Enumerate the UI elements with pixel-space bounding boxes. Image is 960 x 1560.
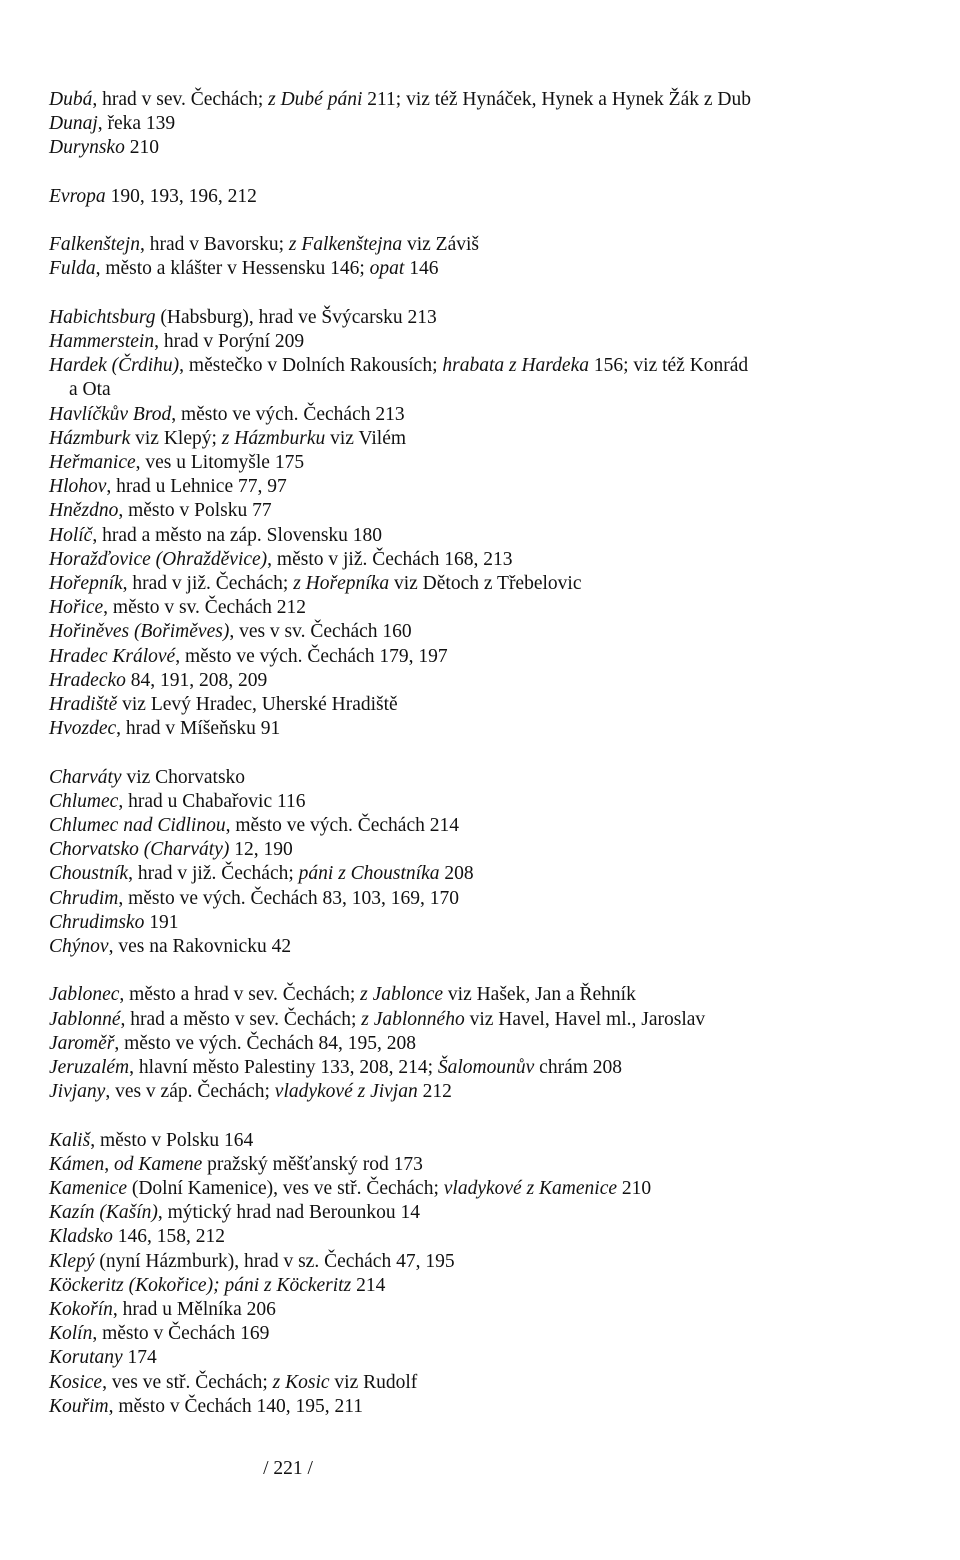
index-entry	[49, 620, 944, 644]
entry-text: a Ota	[69, 379, 111, 401]
entry-italic-text: Šalomounův	[437, 1057, 535, 1079]
entry-text: , město v Polsku 77	[118, 500, 272, 522]
index-entry	[49, 1395, 944, 1419]
index-entry	[49, 403, 944, 427]
entry-text: pražský měšťanský rod 173	[202, 1153, 423, 1175]
entry-italic-text: z Hořepníka	[293, 573, 390, 595]
entry-italic-text: Jeruzalém	[49, 1057, 130, 1079]
entry-text: 210	[124, 137, 159, 159]
index-entry	[49, 1177, 944, 1201]
entry-text: , město v Čechách 169	[92, 1323, 270, 1345]
entry-italic-text: Falkenštejn	[49, 234, 140, 256]
index-entry	[49, 499, 944, 523]
entry-italic-text: od Kamene	[114, 1153, 203, 1175]
entry-italic-text: hrabata z Hardeka	[442, 355, 589, 377]
entry-text: chrám 208	[534, 1057, 623, 1079]
entry-text: , město a hrad v sev. Čechách;	[119, 984, 361, 1006]
entry-text: viz Vilém	[325, 427, 407, 449]
entry-italic-text: Horažďovice (Ohražděvice)	[49, 548, 268, 570]
entry-text: , město ve vých. Čechách 214	[225, 815, 459, 837]
entry-italic-text: Holíč	[49, 524, 93, 546]
entry-text: , město v již. Čechách 168, 213	[267, 548, 513, 570]
entry-italic-text: Kouřim	[49, 1395, 109, 1417]
entry-italic-text: Chlumec	[49, 790, 119, 812]
entry-text: 208	[439, 863, 474, 885]
entry-text: 12, 190	[229, 839, 293, 861]
entry-italic-text: Hnězdno	[49, 500, 119, 522]
entry-text: , ves ve stř. Čechách;	[102, 1371, 273, 1393]
entry-italic-text: z Házmburku	[221, 427, 326, 449]
entry-italic-text: Fulda	[49, 258, 96, 280]
entry-text: 174	[122, 1347, 157, 1369]
index-entry	[49, 306, 944, 330]
entry-italic-text: Hořice	[49, 597, 104, 619]
entry-text: 211; viz též Hynáček, Hynek a Hynek Žák z Dub	[362, 89, 751, 110]
entry-text: 84, 191, 208, 209	[125, 669, 268, 691]
entry-text: , městečko v Dolních Rakousích;	[179, 355, 443, 377]
entry-italic-text: z Falkenštejna	[288, 234, 403, 256]
entry-text: , hrad v již. Čechách;	[122, 573, 294, 595]
entry-text: , řeka 139	[97, 113, 176, 135]
entry-text: , ves na Rakovnicku 42	[108, 936, 292, 958]
entry-text: viz Levý Hradec, Uherské Hradiště	[117, 694, 398, 716]
index-entry	[49, 136, 944, 160]
index-entry	[49, 330, 944, 354]
index-entry	[49, 1322, 944, 1346]
group-gap	[49, 209, 944, 233]
entry-italic-text: z Kosic	[272, 1371, 330, 1393]
index-entry	[49, 1129, 944, 1153]
index-entry	[49, 1080, 944, 1104]
index-entry	[49, 669, 944, 693]
entry-text: , město ve vých. Čechách 179, 197	[175, 645, 448, 667]
entry-italic-text: Jablonné	[49, 1008, 121, 1030]
entry-text: , mýtický hrad nad Berounkou 14	[157, 1202, 421, 1224]
index-entry	[49, 548, 944, 572]
entry-text: viz Havel, Havel ml., Jaroslav	[464, 1008, 706, 1030]
entry-italic-text: Evropa	[49, 185, 106, 207]
group-gap	[49, 282, 944, 306]
entry-text: , ves v sv. Čechách 160	[229, 621, 412, 643]
entry-text: viz Chorvatsko	[121, 766, 246, 788]
entry-text: , město a klášter v Hessensku 146;	[95, 258, 370, 280]
entry-continuation	[49, 378, 944, 402]
entry-italic-text: Kámen	[49, 1153, 105, 1175]
index-entry	[49, 185, 944, 209]
entry-text: 191	[144, 911, 179, 933]
index-entry	[49, 887, 944, 911]
entry-italic-text: Hradec Králové	[49, 645, 176, 667]
group-gap	[49, 1104, 944, 1128]
index-entry	[49, 1371, 944, 1395]
entry-italic-text: Dunaj	[49, 113, 98, 135]
entry-italic-text: Hvozdec	[49, 718, 117, 740]
group-gap	[49, 959, 944, 983]
entry-text: (nyní Házmburk), hrad v sz. Čechách 47, 195	[94, 1250, 455, 1272]
entry-italic-text: Dubá	[49, 89, 93, 110]
entry-italic-text: Kazín (Kašín)	[49, 1202, 158, 1224]
entry-text: , ves v záp. Čechách;	[105, 1081, 275, 1103]
entry-text: , město v sv. Čechách 212	[103, 597, 307, 619]
index-entry	[49, 112, 944, 136]
index-entry	[49, 814, 944, 838]
entry-italic-text: Kamenice	[49, 1178, 127, 1200]
index-entry	[49, 1250, 944, 1274]
index-entry	[49, 838, 944, 862]
entry-italic-text: Hlohov	[49, 476, 107, 498]
entry-italic-text: Chýnov	[49, 936, 109, 958]
index-entry	[49, 693, 944, 717]
group-gap	[49, 741, 944, 765]
entry-text: , hrad a město na záp. Slovensku 180	[92, 524, 383, 546]
entry-italic-text: Heřmanice	[49, 452, 136, 473]
entry-text: , hrad v sev. Čechách;	[92, 89, 269, 110]
index-entry	[49, 1153, 944, 1177]
index-entry	[49, 572, 944, 596]
index-entry	[49, 862, 944, 886]
entry-italic-text: Chrudim	[49, 887, 119, 909]
entry-italic-text: Habichtsburg	[49, 306, 156, 328]
index-entry	[49, 1032, 944, 1056]
entry-text: viz Dětoch z Třebelovic	[389, 573, 582, 595]
entry-italic-text: vladykové z Kamenice	[443, 1178, 618, 1200]
entry-italic-text: z Jablonného	[361, 1008, 465, 1030]
entry-italic-text: Chrudimsko	[49, 911, 145, 933]
index-entry	[49, 1274, 944, 1298]
entry-italic-text: Kosice	[49, 1371, 103, 1393]
entry-text: , hrad v Porýní 209	[154, 330, 305, 352]
index-entry	[49, 524, 944, 548]
page-number: / 221 /	[263, 1458, 313, 1479]
index-entry	[49, 354, 944, 402]
entry-italic-text: Hořiněves (Bořiměves)	[49, 621, 230, 643]
index-entry	[49, 475, 944, 499]
entry-italic-text: Kladsko	[49, 1226, 113, 1248]
entry-italic-text: Köckeritz (Kokořice); páni z Köckeritz	[49, 1274, 352, 1296]
entry-text: 146, 158, 212	[112, 1226, 226, 1248]
index-entry	[49, 1008, 944, 1032]
index-entry	[49, 1298, 944, 1322]
entry-italic-text: Hořepník	[49, 573, 123, 595]
entry-italic-text: Hardek (Črdihu)	[49, 355, 180, 377]
entry-italic-text: Durynsko	[49, 137, 125, 159]
entry-text: , hrad v Bavorsku;	[139, 234, 289, 256]
entry-text: 146	[404, 258, 439, 280]
entry-text: viz Záviš	[402, 234, 479, 256]
index-entry	[49, 596, 944, 620]
entry-text: ,	[104, 1153, 114, 1175]
entry-italic-text: Chlumec nad Cidlinou	[49, 815, 226, 837]
entry-italic-text: Kolín	[49, 1323, 93, 1345]
entry-italic-text: Klepý	[49, 1250, 95, 1272]
entry-text: viz Rudolf	[329, 1371, 418, 1393]
entry-italic-text: Kališ	[49, 1129, 91, 1151]
entry-italic-text: Jablonec	[49, 984, 120, 1006]
entry-italic-text: páni z Choustníka	[298, 863, 440, 885]
entry-italic-text: z Jablonce	[360, 984, 444, 1006]
entry-text: , hrad u Lehnice 77, 97	[106, 476, 287, 498]
index-entry	[49, 645, 944, 669]
index-entry	[49, 1346, 944, 1370]
index-entry	[49, 233, 944, 257]
entry-text: , hrad v již. Čechách;	[128, 863, 299, 885]
entry-text: , ves u Litomyšle 175	[135, 452, 305, 473]
entry-italic-text: Kokořín	[49, 1299, 113, 1321]
entry-italic-text: Chorvatsko (Charváty)	[49, 839, 230, 861]
index-entry	[49, 717, 944, 741]
entry-italic-text: z Dubé páni	[268, 89, 363, 110]
index-entry	[49, 911, 944, 935]
entry-text: 190, 193, 196, 212	[105, 185, 257, 207]
entry-italic-text: Choustník	[49, 863, 129, 885]
entry-text: , město v Čechách 140, 195, 211	[108, 1395, 363, 1417]
entry-text: , město v Polsku 164	[90, 1129, 254, 1151]
entry-text: viz Hašek, Jan a Řehník	[443, 984, 636, 1006]
entry-italic-text: Házmburk	[49, 427, 131, 449]
group-gap	[49, 161, 944, 185]
index-entry	[49, 1225, 944, 1249]
entry-text: (Habsburg), hrad ve Švýcarsku 213	[155, 306, 437, 328]
index-entry	[49, 983, 944, 1007]
entry-italic-text: vladykové z Jivjan	[274, 1081, 418, 1103]
entry-text: , město ve vých. Čechách 84, 195, 208	[114, 1032, 416, 1054]
index-entry	[49, 790, 944, 814]
index-entry	[49, 257, 944, 281]
entry-italic-text: Jivjany	[49, 1081, 106, 1103]
entry-italic-text: Korutany	[49, 1347, 123, 1369]
index-entry	[49, 1201, 944, 1225]
index-entry	[49, 935, 944, 959]
index-entry	[49, 451, 944, 475]
entry-text: 214	[351, 1274, 386, 1296]
entry-italic-text: Havlíčkův Brod	[49, 403, 172, 425]
entry-italic-text: Hradiště	[49, 694, 118, 716]
entry-italic-text: Hammerstein	[49, 330, 155, 352]
entry-text: , hrad u Chabařovic 116	[118, 790, 306, 812]
entry-italic-text: Hradecko	[49, 669, 126, 691]
entry-italic-text: Jaroměř	[49, 1032, 115, 1054]
index-entry	[49, 766, 944, 790]
entry-text: , hlavní město Palestiny 133, 208, 214;	[129, 1057, 438, 1079]
entry-text: , hrad u Mělníka 206	[112, 1299, 276, 1321]
entry-text: 156; viz též Konrád	[588, 355, 749, 377]
entry-text: , město ve vých. Čechách 213	[171, 403, 405, 425]
entry-text: , hrad a město v sev. Čechách;	[120, 1008, 362, 1030]
entry-italic-text: opat	[369, 258, 405, 280]
index-entry	[49, 1056, 944, 1080]
entry-text: , město ve vých. Čechách 83, 103, 169, 170	[118, 887, 459, 909]
entry-text: 212	[417, 1081, 452, 1103]
entry-text: (Dolní Kamenice), ves ve stř. Čechách;	[126, 1178, 444, 1200]
index-entry	[49, 427, 944, 451]
entry-text: viz Klepý;	[130, 427, 222, 449]
index-entry	[49, 88, 944, 112]
index-page	[49, 88, 944, 1419]
entry-text: , hrad v Míšeňsku 91	[116, 718, 281, 740]
entry-text: 210	[617, 1178, 652, 1200]
entry-italic-text: Charváty	[49, 766, 122, 788]
